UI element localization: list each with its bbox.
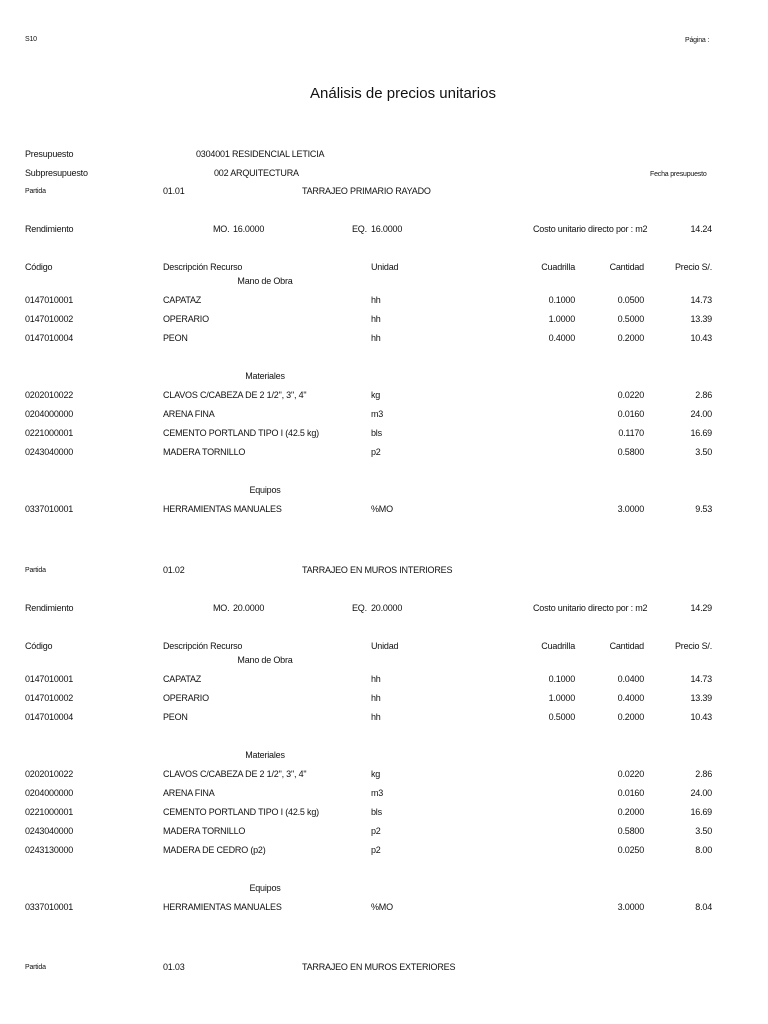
materiales-row-descripcion: CEMENTO PORTLAND TIPO I (42.5 kg) [163, 807, 319, 817]
materiales-row-precio: 24.00 [690, 788, 712, 798]
mo-value: 20.0000 [233, 603, 265, 613]
mano-de-obra-row-codigo: 0147010004 [25, 712, 74, 722]
materiales-row-codigo: 0202010022 [25, 390, 74, 400]
materiales-row-precio: 2.86 [695, 769, 712, 779]
materiales-heading: Materiales [245, 750, 285, 760]
mano-de-obra-row-precio: 14.73 [690, 295, 712, 305]
subpresupuesto-label: Subpresupuesto [25, 168, 88, 178]
materiales-row-cantidad: 0.0250 [617, 845, 644, 855]
materiales-row-unidad: p2 [371, 826, 381, 836]
materiales-row-cantidad: 0.0160 [617, 409, 644, 419]
mano-de-obra-row-codigo: 0147010004 [25, 333, 74, 343]
materiales-row-descripcion: ARENA FINA [163, 788, 215, 798]
equipos-row-precio: 8.04 [695, 902, 712, 912]
mano-de-obra-row-unidad: hh [371, 712, 381, 722]
materiales-row-descripcion: ARENA FINA [163, 409, 215, 419]
mano-de-obra-row-descripcion: PEON [163, 333, 188, 343]
col-precio: Precio S/. [674, 262, 712, 272]
materiales-row-precio: 3.50 [695, 447, 712, 457]
materiales-row-unidad: bls [371, 807, 382, 817]
col-descripcion: Descripción Recurso [163, 262, 243, 272]
partida-code: 01.01 [163, 186, 185, 196]
col-precio: Precio S/. [674, 641, 712, 651]
rendimiento-label: Rendimiento [25, 224, 74, 234]
materiales-row-unidad: m3 [371, 788, 384, 798]
costo-label: Costo unitario directo por : m2 [533, 603, 648, 613]
mano-de-obra-row-cuadrilla: 0.4000 [548, 333, 575, 343]
mano-de-obra-row-cantidad: 0.0500 [617, 295, 644, 305]
materiales-row-codigo: 0221000001 [25, 428, 74, 438]
mano-de-obra-row-unidad: hh [371, 693, 381, 703]
mano-de-obra-row-cuadrilla: 0.5000 [548, 712, 575, 722]
materiales-row-descripcion: MADERA TORNILLO [163, 447, 246, 457]
mano-de-obra-row-cuadrilla: 0.1000 [548, 295, 575, 305]
subpresupuesto-value: 002 ARQUITECTURA [214, 168, 299, 178]
materiales-row-precio: 16.69 [690, 807, 712, 817]
mano-de-obra-row-cantidad: 0.2000 [617, 712, 644, 722]
materiales-row-precio: 8.00 [695, 845, 712, 855]
materiales-row-precio: 16.69 [690, 428, 712, 438]
materiales-row-cantidad: 0.1170 [618, 428, 644, 438]
materiales-row-cantidad: 0.5800 [617, 447, 644, 457]
mano-de-obra-row-cantidad: 0.2000 [617, 333, 644, 343]
partida-name: TARRAJEO EN MUROS EXTERIORES [302, 962, 456, 972]
mo-value: 16.0000 [233, 224, 265, 234]
equipos-row-codigo: 0337010001 [25, 902, 74, 912]
col-unidad: Unidad [371, 641, 399, 651]
mano-de-obra-row-codigo: 0147010002 [25, 693, 74, 703]
mo-label: MO. [213, 224, 230, 234]
page-label: Página : [685, 37, 710, 44]
col-codigo: Código [25, 641, 53, 651]
partida-label: Partida [25, 567, 46, 574]
mano-de-obra-heading: Mano de Obra [237, 655, 293, 665]
materiales-row-codigo: 0204000000 [25, 788, 74, 798]
materiales-row-unidad: kg [371, 390, 381, 400]
equipos-row-cantidad: 3.0000 [617, 504, 644, 514]
equipos-row-descripcion: HERRAMIENTAS MANUALES [163, 504, 282, 514]
mano-de-obra-row-descripcion: CAPATAZ [163, 674, 202, 684]
mo-label: MO. [213, 603, 230, 613]
col-unidad: Unidad [371, 262, 399, 272]
page-title: Análisis de precios unitarios [310, 85, 496, 102]
mano-de-obra-row-precio: 14.73 [690, 674, 712, 684]
materiales-row-precio: 24.00 [690, 409, 712, 419]
mano-de-obra-row-unidad: hh [371, 333, 381, 343]
materiales-row-unidad: m3 [371, 409, 384, 419]
eq-value: 20.0000 [371, 603, 403, 613]
partida-label: Partida [25, 188, 46, 195]
mano-de-obra-row-codigo: 0147010002 [25, 314, 74, 324]
equipos-row-unidad: %MO [371, 902, 393, 912]
mano-de-obra-row-descripcion: CAPATAZ [163, 295, 202, 305]
equipos-heading: Equipos [249, 485, 281, 495]
col-descripcion: Descripción Recurso [163, 641, 243, 651]
materiales-row-unidad: kg [371, 769, 381, 779]
eq-label: EQ. [352, 224, 367, 234]
partida-name: TARRAJEO EN MUROS INTERIORES [302, 565, 453, 575]
materiales-row-codigo: 0202010022 [25, 769, 74, 779]
mano-de-obra-row-cantidad: 0.4000 [617, 693, 644, 703]
materiales-heading: Materiales [245, 371, 285, 381]
mano-de-obra-row-cantidad: 0.5000 [617, 314, 644, 324]
materiales-row-codigo: 0243040000 [25, 826, 74, 836]
col-cuadrilla: Cuadrilla [541, 262, 575, 272]
materiales-row-codigo: 0221000001 [25, 807, 74, 817]
eq-value: 16.0000 [371, 224, 403, 234]
equipos-row-descripcion: HERRAMIENTAS MANUALES [163, 902, 282, 912]
materiales-row-cantidad: 0.2000 [617, 807, 644, 817]
mano-de-obra-row-cuadrilla: 1.0000 [548, 314, 575, 324]
equipos-row-unidad: %MO [371, 504, 393, 514]
materiales-row-precio: 3.50 [695, 826, 712, 836]
mano-de-obra-row-precio: 13.39 [690, 693, 712, 703]
col-cuadrilla: Cuadrilla [541, 641, 575, 651]
materiales-row-codigo: 0204000000 [25, 409, 74, 419]
app-name: S10 [25, 36, 37, 43]
mano-de-obra-row-unidad: hh [371, 314, 381, 324]
materiales-row-codigo: 0243130000 [25, 845, 74, 855]
materiales-row-descripcion: CLAVOS C/CABEZA DE 2 1/2", 3", 4" [163, 390, 307, 400]
materiales-row-descripcion: MADERA DE CEDRO (p2) [163, 845, 266, 855]
presupuesto-value: 0304001 RESIDENCIAL LETICIA [196, 149, 325, 159]
partida-code: 01.03 [163, 962, 185, 972]
mano-de-obra-row-precio: 10.43 [690, 333, 712, 343]
partida-label: Partida [25, 964, 46, 971]
mano-de-obra-row-descripcion: OPERARIO [163, 693, 209, 703]
materiales-row-precio: 2.86 [695, 390, 712, 400]
materiales-row-descripcion: CEMENTO PORTLAND TIPO I (42.5 kg) [163, 428, 319, 438]
col-cantidad: Cantidad [609, 262, 644, 272]
materiales-row-cantidad: 0.0220 [617, 390, 644, 400]
materiales-row-descripcion: MADERA TORNILLO [163, 826, 246, 836]
mano-de-obra-row-cantidad: 0.0400 [617, 674, 644, 684]
mano-de-obra-row-descripcion: PEON [163, 712, 188, 722]
fecha-presupuesto-label: Fecha presupuesto [650, 171, 707, 178]
equipos-row-precio: 9.53 [695, 504, 712, 514]
partida-name: TARRAJEO PRIMARIO RAYADO [302, 186, 431, 196]
mano-de-obra-row-codigo: 0147010001 [25, 295, 74, 305]
mano-de-obra-row-unidad: hh [371, 295, 381, 305]
equipos-row-codigo: 0337010001 [25, 504, 74, 514]
materiales-row-cantidad: 0.0220 [617, 769, 644, 779]
mano-de-obra-row-codigo: 0147010001 [25, 674, 74, 684]
materiales-row-descripcion: CLAVOS C/CABEZA DE 2 1/2", 3", 4" [163, 769, 307, 779]
materiales-row-unidad: p2 [371, 845, 381, 855]
costo-label: Costo unitario directo por : m2 [533, 224, 648, 234]
mano-de-obra-row-precio: 13.39 [690, 314, 712, 324]
partida-code: 01.02 [163, 565, 185, 575]
mano-de-obra-row-cuadrilla: 0.1000 [548, 674, 575, 684]
costo-value: 14.29 [690, 603, 712, 613]
materiales-row-cantidad: 0.0160 [617, 788, 644, 798]
mano-de-obra-row-descripcion: OPERARIO [163, 314, 209, 324]
mano-de-obra-row-cuadrilla: 1.0000 [548, 693, 575, 703]
equipos-row-cantidad: 3.0000 [617, 902, 644, 912]
materiales-row-cantidad: 0.5800 [617, 826, 644, 836]
mano-de-obra-heading: Mano de Obra [237, 276, 293, 286]
rendimiento-label: Rendimiento [25, 603, 74, 613]
col-cantidad: Cantidad [609, 641, 644, 651]
presupuesto-label: Presupuesto [25, 149, 74, 159]
costo-value: 14.24 [690, 224, 712, 234]
mano-de-obra-row-unidad: hh [371, 674, 381, 684]
col-codigo: Código [25, 262, 53, 272]
eq-label: EQ. [352, 603, 367, 613]
materiales-row-unidad: p2 [371, 447, 381, 457]
equipos-heading: Equipos [249, 883, 281, 893]
materiales-row-codigo: 0243040000 [25, 447, 74, 457]
mano-de-obra-row-precio: 10.43 [690, 712, 712, 722]
materiales-row-unidad: bls [371, 428, 382, 438]
